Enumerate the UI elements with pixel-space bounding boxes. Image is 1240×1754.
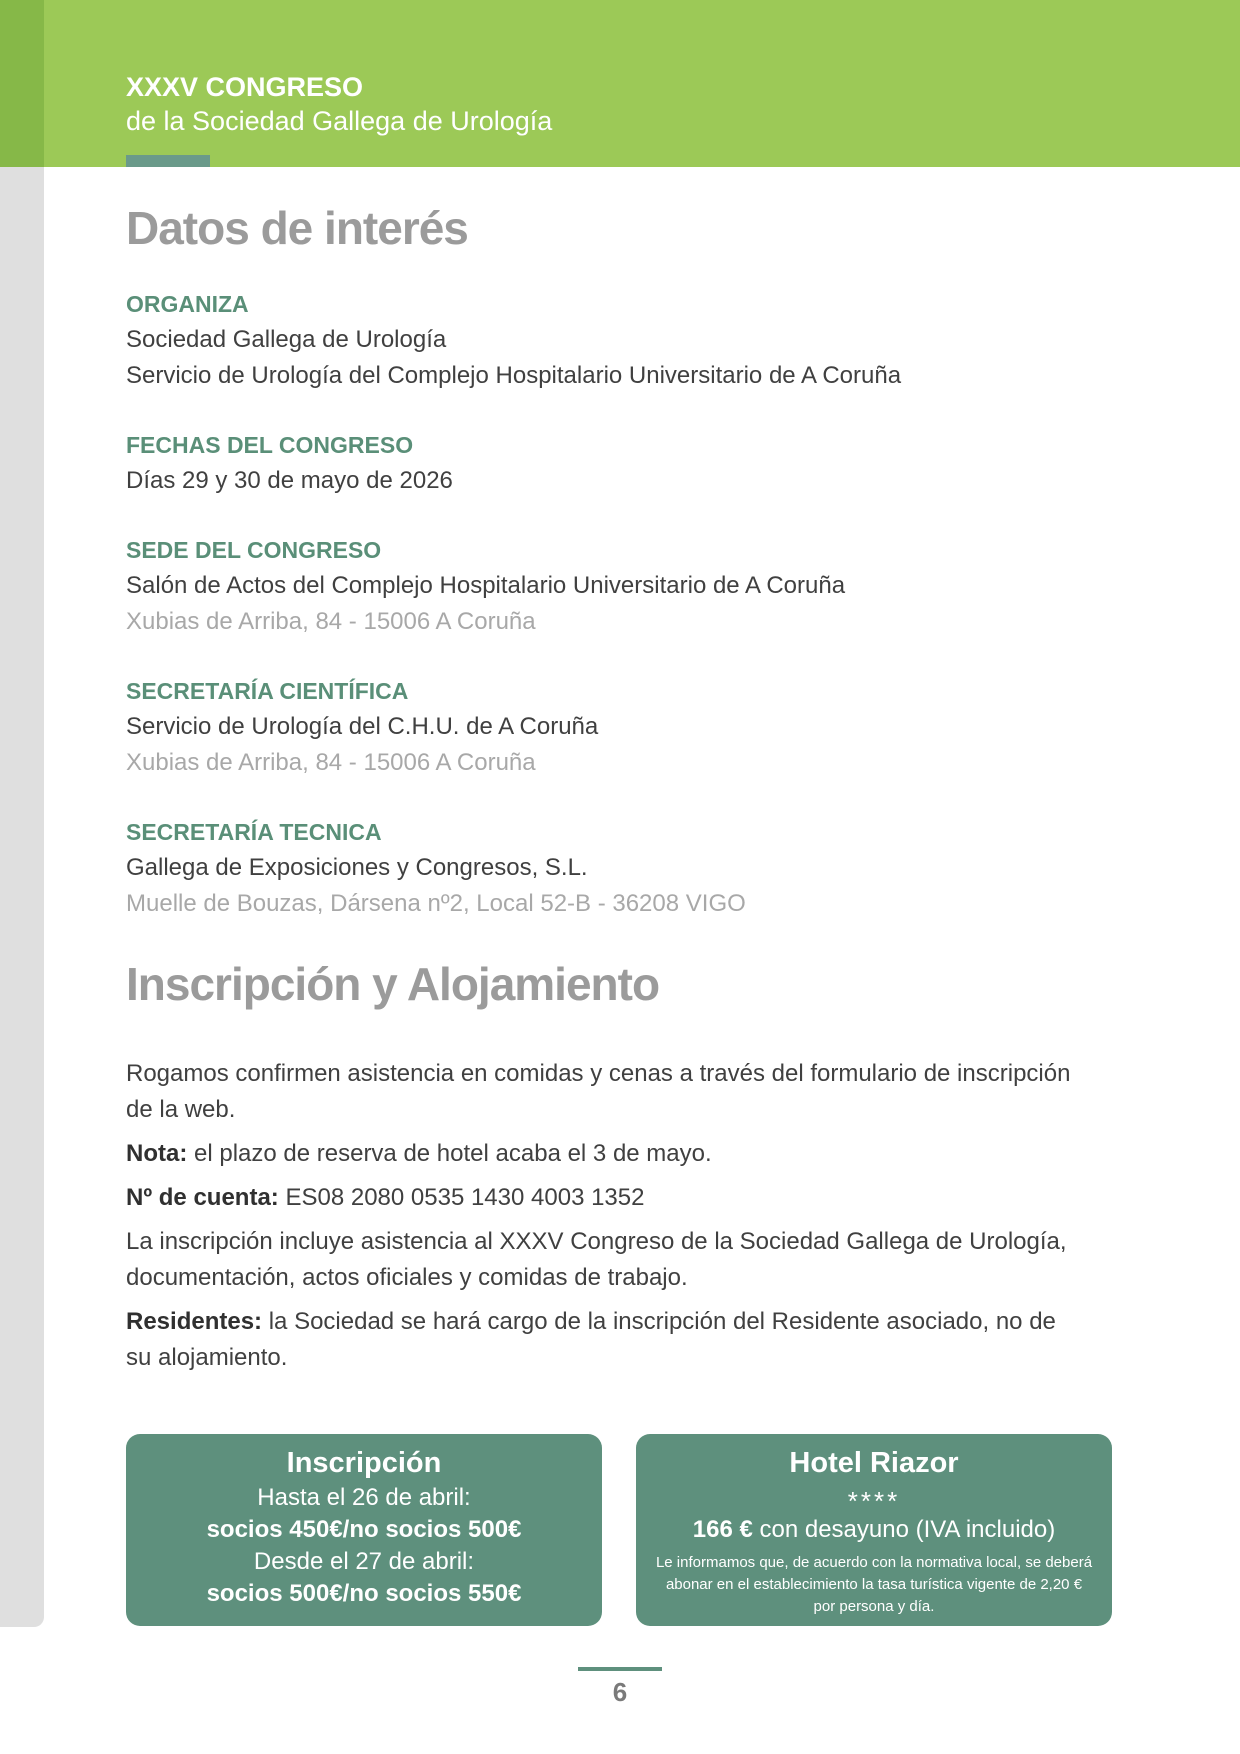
datos-sections bbox=[126, 286, 1106, 922]
residentes-label: Residentes: bbox=[126, 1308, 263, 1335]
hotel-box-title: Hotel Riazor bbox=[789, 1447, 959, 1479]
cuenta-label: Nº de cuenta: bbox=[126, 1184, 279, 1211]
inscripcion-box bbox=[126, 1434, 602, 1626]
hotel-price: 166 € bbox=[692, 1516, 753, 1543]
section-label: SECRETARÍA TECNICA bbox=[126, 819, 382, 845]
intro-paragraph: Rogamos confirmen asistencia en comidas y cenas a través del formulario de inscripción de la web. bbox=[126, 1060, 1071, 1123]
inscripcion-body bbox=[126, 1056, 1106, 1376]
section-secretaria-tecnica bbox=[126, 814, 1106, 922]
header-band-accent bbox=[0, 0, 44, 167]
section-line: Días 29 y 30 de mayo de 2026 bbox=[126, 467, 453, 494]
section-label: SEDE DEL CONGRESO bbox=[126, 537, 382, 563]
section-address: Xubias de Arriba, 84 - 15006 A Coruña bbox=[126, 749, 536, 776]
hotel-stars: **** bbox=[847, 1486, 901, 1516]
side-bar bbox=[0, 167, 44, 1627]
section-label: FECHAS DEL CONGRESO bbox=[126, 432, 414, 458]
inscripcion-box-price: socios 500€/no socios 550€ bbox=[206, 1580, 522, 1607]
inscripcion-box-line: Hasta el 26 de abril: bbox=[257, 1484, 471, 1511]
page-number: 6 bbox=[612, 1677, 628, 1707]
nota-label: Nota: bbox=[126, 1140, 188, 1167]
section-line: Servicio de Urología del Complejo Hospitalario Universitario de A Coruña bbox=[126, 362, 902, 389]
datos-title: Datos de interés bbox=[126, 202, 468, 254]
hotel-price-line bbox=[636, 1514, 1112, 1546]
section-sede bbox=[126, 532, 1106, 640]
inscripcion-title: Inscripción y Alojamiento bbox=[126, 958, 660, 1010]
incluye-paragraph: La inscripción incluye asistencia al XXXV Congreso de la Sociedad Gallega de Urología, documentación, actos oficiales y comidas de trabajo. bbox=[126, 1228, 1067, 1291]
congress-title: XXXV CONGRESO bbox=[126, 72, 364, 102]
section-line: Salón de Actos del Complejo Hospitalario Universitario de A Coruña bbox=[126, 572, 846, 599]
inscripcion-box-line: Desde el 27 de abril: bbox=[253, 1548, 475, 1575]
section-line: Gallega de Exposiciones y Congresos, S.L. bbox=[126, 854, 588, 881]
section-line: Servicio de Urología del C.H.U. de A Coruña bbox=[126, 713, 599, 740]
section-line: Sociedad Gallega de Urología bbox=[126, 326, 447, 353]
hotel-tax-note: Le informamos que, de acuerdo con la normativa local, se deberá abonar en el establecimiento la tasa turística vigente de 2,20 € por persona y día. bbox=[655, 1554, 1093, 1615]
inscripcion-box-title: Inscripción bbox=[286, 1447, 442, 1479]
header-accent-bar bbox=[126, 155, 210, 167]
hotel-box bbox=[636, 1434, 1112, 1626]
section-label: ORGANIZA bbox=[126, 291, 249, 317]
nota-text: el plazo de reserva de hotel acaba el 3 de mayo. bbox=[187, 1140, 712, 1167]
cuenta-paragraph bbox=[126, 1180, 1086, 1216]
cuenta-text: ES08 2080 0535 1430 4003 1352 bbox=[278, 1184, 645, 1211]
nota-paragraph bbox=[126, 1136, 1086, 1172]
main-content bbox=[126, 196, 1106, 1384]
section-fechas bbox=[126, 427, 1106, 499]
section-label: SECRETARÍA CIENTÍFICA bbox=[126, 678, 409, 704]
inscripcion-box-price: socios 450€/no socios 500€ bbox=[206, 1516, 522, 1543]
hotel-price-desc: con desayuno (IVA incluido) bbox=[752, 1516, 1056, 1543]
section-organiza bbox=[126, 286, 1106, 394]
section-address: Muelle de Bouzas, Dársena nº2, Local 52-B - 36208 VIGO bbox=[126, 890, 746, 917]
congress-subtitle: de la Sociedad Gallega de Urología bbox=[126, 106, 553, 136]
residentes-paragraph bbox=[126, 1304, 1086, 1376]
residentes-text: la Sociedad se hará cargo de la inscripción del Residente asociado, no de su alojamiento. bbox=[126, 1308, 1056, 1371]
section-address: Xubias de Arriba, 84 - 15006 A Coruña bbox=[126, 608, 536, 635]
section-secretaria-cientifica bbox=[126, 673, 1106, 781]
footer-divider bbox=[578, 1667, 662, 1671]
